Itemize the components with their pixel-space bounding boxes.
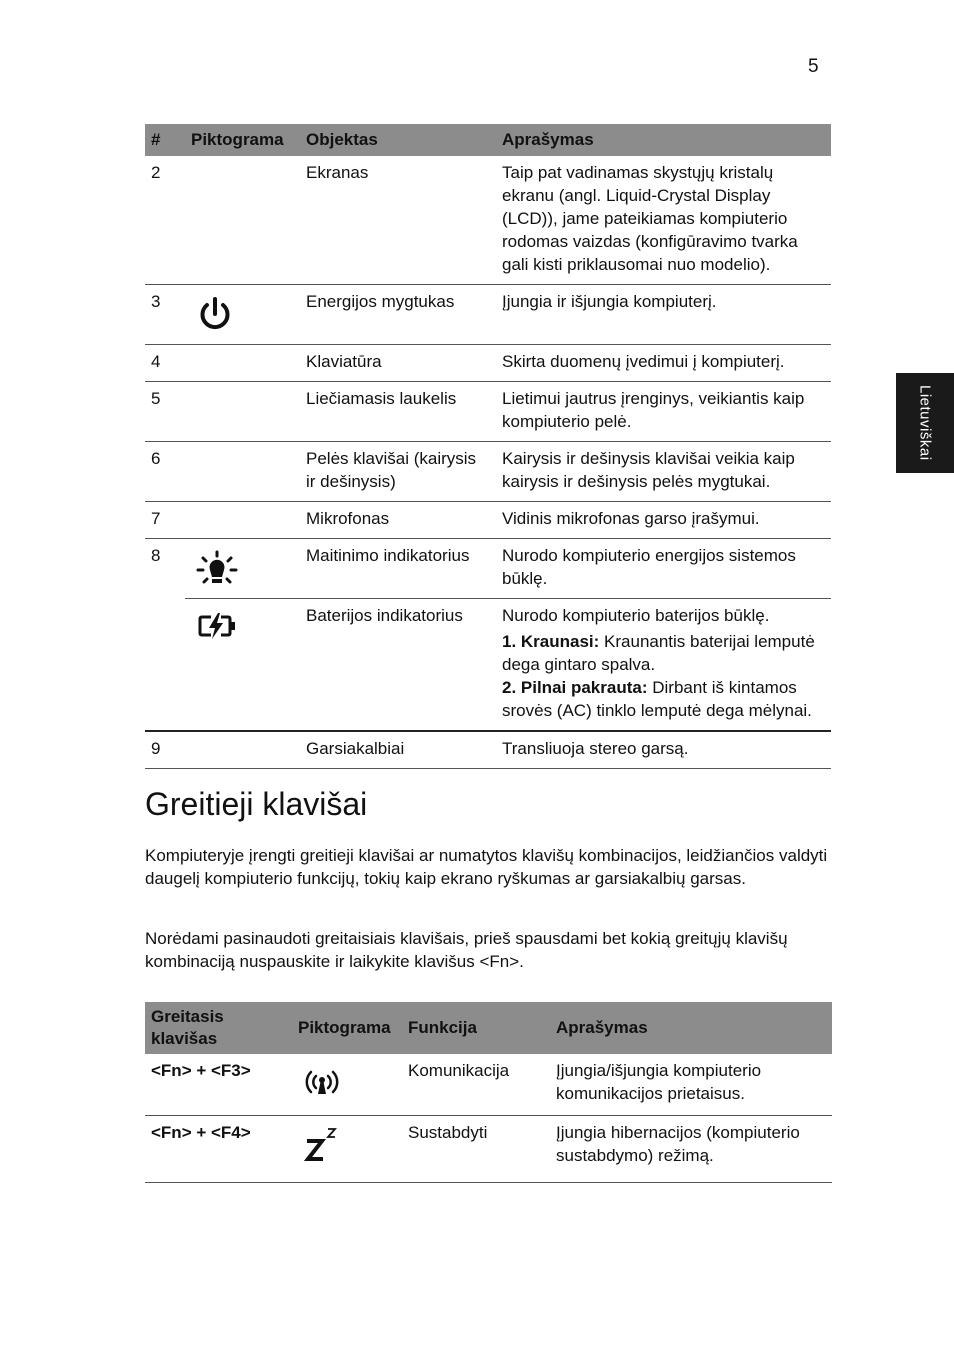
row-number: 3 (145, 285, 185, 345)
full-text: Dirbant iš kintamos srovės (AC) tinklo lemputė dega mėlynai. (502, 678, 812, 720)
row-item: Mikrofonas (300, 502, 496, 539)
row-item: Liečiamasis laukelis (300, 382, 496, 442)
row-item: Ekranas (300, 156, 496, 285)
row-item: Energijos mygtukas (300, 285, 496, 345)
components-table (145, 124, 831, 769)
hotkey-description: Įjungia hibernacijos (kompiuterio sustabdymo) režimą. (550, 1115, 832, 1182)
power-icon (195, 294, 235, 334)
hotkey-combo: <Fn> + <F3> (145, 1054, 292, 1115)
row-icon-cell (292, 1115, 402, 1182)
row-number: 6 (145, 442, 185, 502)
table-row (145, 345, 831, 382)
row-description: Skirta duomenų įvedimui į kompiuterį. (496, 345, 831, 382)
col-header-number: # (145, 124, 185, 156)
hotkey-function: Sustabdyti (402, 1115, 550, 1182)
row-icon-cell (185, 442, 300, 502)
row-item: Baterijos indikatorius (300, 599, 496, 732)
row-icon-cell (185, 345, 300, 382)
charging-text: Kraunantis baterijai lemputė dega gintaro spalva. (502, 632, 815, 674)
wireless-icon (302, 1067, 342, 1099)
col-header-description: Aprašymas (496, 124, 831, 156)
full-label: 2. Pilnai pakrauta: (502, 678, 648, 697)
row-item: Garsiakalbiai (300, 731, 496, 769)
battery-detail-full (502, 676, 825, 722)
row-number: 2 (145, 156, 185, 285)
row-description: Lietimui jautrus įrenginys, veikiantis kaip kompiuterio pelė. (496, 382, 831, 442)
table-row (145, 1054, 832, 1115)
row-description (496, 599, 831, 732)
row-description: Įjungia ir išjungia kompiuterį. (496, 285, 831, 345)
row-item: Maitinimo indikatorius (300, 539, 496, 599)
language-tab (896, 373, 954, 473)
table-row (145, 599, 831, 732)
intro-paragraph: Kompiuteryje įrengti greitieji klavišai ar numatytos klavišų kombinacijos, leidžiančios valdyti daugelį kompiuterio funkcijų, tokių kaip ekrano ryškumas ar garsiakalbių garsas. (145, 846, 828, 888)
table-header (145, 124, 831, 156)
hotkey-description: Įjungia/išjungia kompiuterio komunikacijos prietaisus. (550, 1054, 832, 1115)
col-header-description: Aprašymas (550, 1002, 832, 1054)
battery-indicator-icon (197, 610, 241, 642)
row-number (145, 599, 185, 732)
row-icon-cell (185, 285, 300, 345)
col-header-item: Objektas (300, 124, 496, 156)
row-description: Vidinis mikrofonas garso įrašymui. (496, 502, 831, 539)
row-number: 5 (145, 382, 185, 442)
row-icon-cell (185, 382, 300, 442)
table-row (145, 442, 831, 502)
table-row (145, 156, 831, 285)
page-number: 5 (808, 56, 819, 77)
row-number: 9 (145, 731, 185, 769)
row-item: Klaviatūra (300, 345, 496, 382)
hotkey-function: Komunikacija (402, 1054, 550, 1115)
row-description: Kairysis ir dešinysis klavišai veikia kaip kairysis ir dešinysis pelės mygtukai. (496, 442, 831, 502)
table-row (145, 502, 831, 539)
row-number: 4 (145, 345, 185, 382)
row-icon-cell (185, 502, 300, 539)
col-header-function: Funkcija (402, 1002, 550, 1054)
battery-status-text: Nurodo kompiuterio baterijos būklę. (502, 606, 770, 625)
usage-paragraph: Norėdami pasinaudoti greitaisiais klavišais, prieš spausdami bet kokią greitųjų klavišų kombinaciją nuspauskite ir laikykite klavišus <Fn>. (145, 929, 788, 971)
row-icon-cell (185, 731, 300, 769)
row-icon-cell (185, 539, 300, 599)
table-row (145, 539, 831, 599)
row-number: 8 (151, 546, 161, 565)
table-header (145, 1002, 832, 1054)
hotkeys-table (145, 1002, 832, 1183)
row-description: Nurodo kompiuterio energijos sistemos būklę. (496, 539, 831, 599)
table-row (145, 382, 831, 442)
table-row (145, 731, 831, 769)
section-title: Greitieji klavišai (145, 786, 368, 822)
table-row (145, 1115, 832, 1182)
row-icon-cell (185, 599, 300, 732)
row-icon-cell (292, 1054, 402, 1115)
row-item: Pelės klavišai (kairysis ir dešinysis) (300, 442, 496, 502)
sleep-icon (304, 1125, 344, 1165)
hotkey-combo: <Fn> + <F4> (145, 1115, 292, 1182)
language-tab-label: Lietuviškai (916, 385, 934, 461)
power-indicator-icon (195, 550, 239, 590)
battery-detail-charging (502, 630, 825, 676)
col-header-hotkey: Greitasis klavišas (145, 1002, 292, 1054)
row-number: 7 (145, 502, 185, 539)
col-header-icon: Piktograma (292, 1002, 402, 1054)
row-description: Transliuoja stereo garsą. (496, 731, 831, 769)
table-row (145, 285, 831, 345)
row-icon-cell (185, 156, 300, 285)
col-header-icon: Piktograma (185, 124, 300, 156)
row-description: Taip pat vadinamas skystųjų kristalų ekranu (angl. Liquid-Crystal Display (LCD)), jame pateikiamas kompiuterio rodomas vaizdas (konfigūravimo tvarka gali kisti priklausomai nuo modelio). (496, 156, 831, 285)
charging-label: 1. Kraunasi: (502, 632, 600, 651)
